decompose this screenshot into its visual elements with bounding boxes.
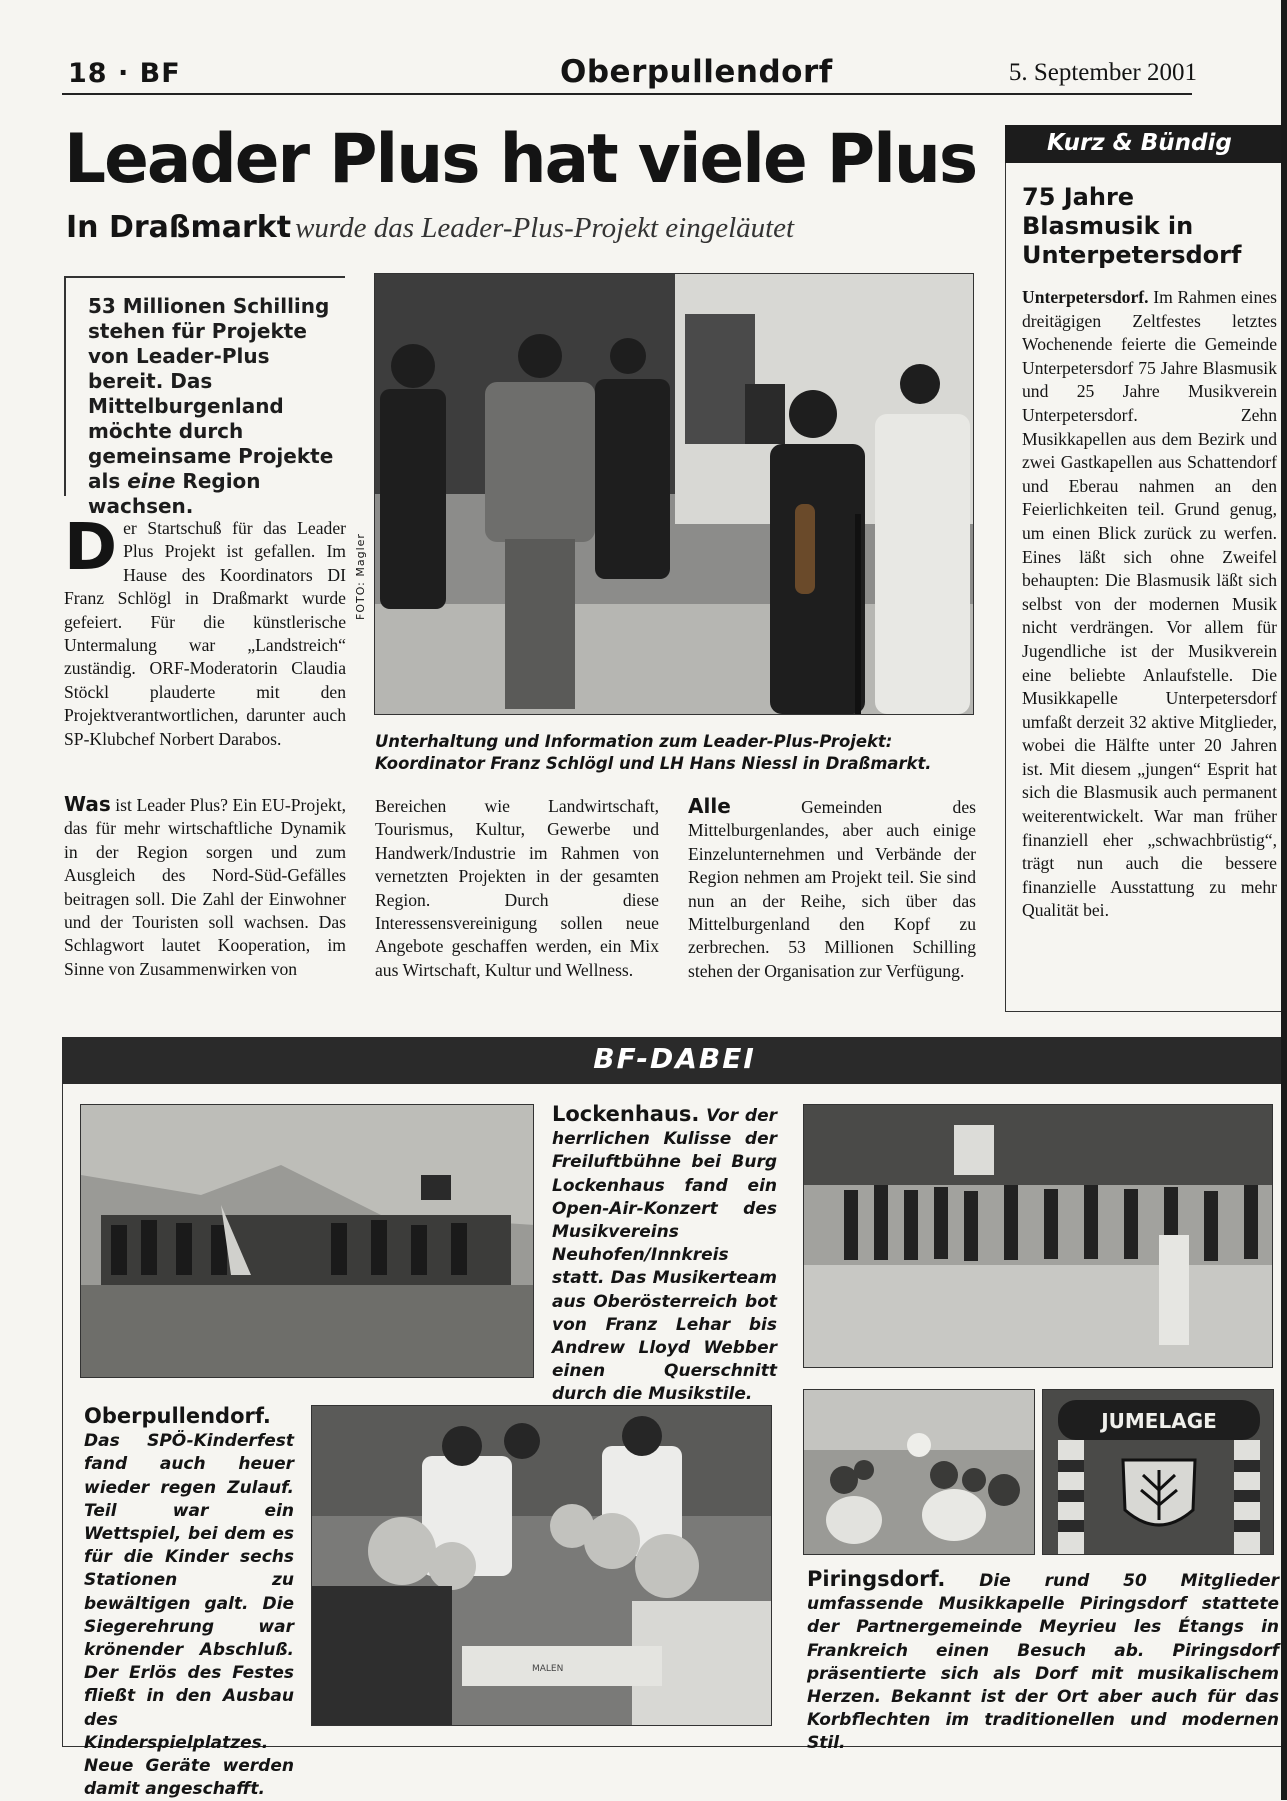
- paragraph-2-runin: Was: [64, 792, 111, 816]
- subhead-rest: wurde das Leader-Plus-Projekt eingeläutet: [295, 212, 795, 244]
- march-photo-image: [804, 1105, 1273, 1368]
- piringsdorf-text: Die rund 50 Mitglieder umfassende Musikkapelle Piringsdorf stattete der Partnergemeinde Meyrieu les Étangs in Frankreich einen Besuch ab. Piringsdorf präsentierte sich als Dorf mit musikalischem Herzen. Bekannt ist der Ort aber auch für das Korbflechten im traditionellen und modernen Stil.: [807, 1571, 1279, 1754]
- jumelage-sign-text: JUMELAGE: [1101, 1409, 1217, 1433]
- main-photo-image: [375, 274, 974, 715]
- kurz-buendig-header: Kurz & Bündig: [1005, 125, 1285, 163]
- paragraph-3-text: Gemeinden des Mittelburgenlandes, aber auch einige Einzelunternehmen und Verbände der Region nehmen am Projekt teil. Sie sind nun an der Reihe, sich über das Mittelburgenland den Kopf zu zerbrechen. 53 Millionen Schilling stehen der Organisation zur Verfügung.: [688, 797, 976, 981]
- article-paragraph-2: [64, 793, 346, 981]
- jumelage-photo-image: [1043, 1390, 1274, 1555]
- piringsdorf-march-photo: [803, 1104, 1273, 1368]
- article-column-2: [375, 795, 659, 982]
- intro-emphasis: eine: [127, 469, 176, 493]
- section-title: Oberpullendorf: [560, 54, 833, 90]
- kurz-buendig-body: [1022, 286, 1277, 923]
- oberpullendorf-caption: [84, 1405, 294, 1801]
- article-paragraph-3: [688, 795, 976, 983]
- bf-dabei-header: BF-DABEI: [62, 1037, 1287, 1084]
- page-number: 18 · BF: [68, 58, 181, 89]
- main-photo-caption: Unterhaltung und Information zum Leader-Plus-Projekt: Koordinator Franz Schlögl und LH Hans Niessl in Draßmarkt.: [375, 732, 932, 773]
- drop-cap: D: [64, 511, 118, 585]
- intro-part1: 53 Millionen Schilling stehen für Projekte von Leader-Plus bereit. Das Mittelburgenland möchte durch gemeinsame Projekte als: [88, 294, 334, 493]
- headline: Leader Plus hat viele Plus: [64, 120, 977, 199]
- subheadline: [66, 210, 794, 245]
- intro-box: [64, 276, 345, 518]
- kurz-buendig-text: Im Rahmen eines dreitägigen Zeltfestes letztes Wochenende feierte die Gemeinde Unterpetersdorf 75 Jahre Blasmusik und 25 Jahre Musikverein Unterpetersdorf. Zehn Musikkapellen aus dem Bezirk und zwei Gastkapellen aus Schattendorf und Eberau nahmen an den Feierlichkeiten teil. Grund genug, um einen Blick zurück zu werfen. Eines läßt sich ohne Zweifel behaupten: Die Blasmusik läßt sich selbst von der modernen Musik nicht verdrängen. Vor allem für Jugendliche ist der Musikverein eine beliebte Anlaufstelle. Die Musikkapelle Unterpetersdorf umfaßt derzeit 32 aktive Mitglieder, wobei die Hälfte unter 20 Jahren ist. Mit diesem „jungen“ Esprit hat sich die Blasmusik auch permanent weiterentwickelt. War man früher finanziell eher „schwachbrüstig“, trägt nun auch die bessere finanzielle Ausstattung zu mehr Qualität bei.: [1022, 287, 1277, 921]
- intro-text: [88, 294, 345, 519]
- kurz-buendig-lead: Unterpetersdorf.: [1022, 287, 1149, 307]
- flowers-photo-image: [804, 1390, 1035, 1555]
- kids-sign-text: MALEN: [532, 1664, 564, 1674]
- oberpullendorf-text: Das SPÖ-Kinderfest fand auch heuer wieder regen Zulauf. Teil war ein Wettspiel, bei dem es für die Kinder sechs Stationen zu bewältigen galt. Die Siegerehrung war krönender Abschluß. Der Erlös des Festes fließt in den Ausbau des Kinderspielplatzes. Neue Geräte werden damit angeschafft.: [84, 1431, 294, 1800]
- lockenhaus-text: Vor der herrlichen Kulisse der Freiluftbühne bei Burg Lockenhaus fand ein Open-Air-Konzert des Musikvereins Neuhofen/Innkreis statt. Das Musikerteam aus Oberösterreich bot von Franz Lehar bis Andrew Lloyd Webber einen Querschnitt durch die Musikstile.: [552, 1106, 777, 1405]
- paragraph-3-runin: Alle: [688, 794, 731, 818]
- paragraph-2-text: ist Leader Plus? Ein EU-Projekt, das für mehr wirtschaftliche Dynamik in der Region sorgen und zum Ausgleich des Nord-Süd-Gefälles beitragen soll. Die Zahl der Einwohner und der Touristen soll wachsen. Das Schlagwort lautet Kooperation, im Sinne von Zusammenwirken von: [64, 795, 346, 979]
- article-paragraph-1: [64, 511, 346, 751]
- kurz-buendig-title: 75 Jahre Blasmusik in Unterpetersdorf: [1022, 183, 1242, 269]
- lockenhaus-photo: [80, 1104, 534, 1378]
- main-photo: [374, 273, 974, 715]
- lockenhaus-place: Lockenhaus.: [552, 1102, 700, 1126]
- jumelage-sign-photo: [1042, 1389, 1274, 1555]
- flowers-photo: [803, 1389, 1035, 1555]
- lockenhaus-photo-image: [81, 1105, 534, 1378]
- piringsdorf-place: Piringsdorf.: [807, 1567, 946, 1591]
- piringsdorf-caption: [807, 1568, 1279, 1756]
- subhead-lead: In Draßmarkt: [66, 210, 292, 245]
- intro-part2: Region wachsen.: [88, 469, 261, 518]
- paragraph-2-continuation: Bereichen wie Landwirtschaft, Tourismus, Kultur, Gewerbe und Handwerk/Industrie im Rahmen von vernetzten Projekten in der gesamten Region. Durch diese Interessensvereinigung sollen neue Angebote geschaffen werden, ein Mix aus Wirtschaft, Kultur und Wellness.: [375, 796, 659, 980]
- page-edge: [1281, 0, 1287, 1800]
- oberpullendorf-place: Oberpullendorf.: [84, 1404, 271, 1428]
- kurz-buendig-box: [1005, 163, 1287, 1012]
- kinderfest-photo-image: [312, 1406, 772, 1726]
- issue-date: 5. September 2001: [1008, 59, 1197, 86]
- photo-credit: FOTO: Magler: [354, 533, 367, 620]
- lockenhaus-caption: [552, 1103, 777, 1407]
- kinderfest-photo: [311, 1405, 772, 1726]
- masthead-rule: [62, 93, 1192, 95]
- paragraph-1-text: er Startschuß für das Leader Plus Projekt ist gefallen. Im Hause des Koordinators DI Franz Schlögl in Draßmarkt wurde gefeiert. Für die künstlerische Untermalung war „Landstreich“ zuständig. ORF-Moderatorin Claudia Stöckl plauderte mit den Projektverantwortlichen, darunter auch SP-Klubchef Norbert Darabos.: [64, 518, 346, 749]
